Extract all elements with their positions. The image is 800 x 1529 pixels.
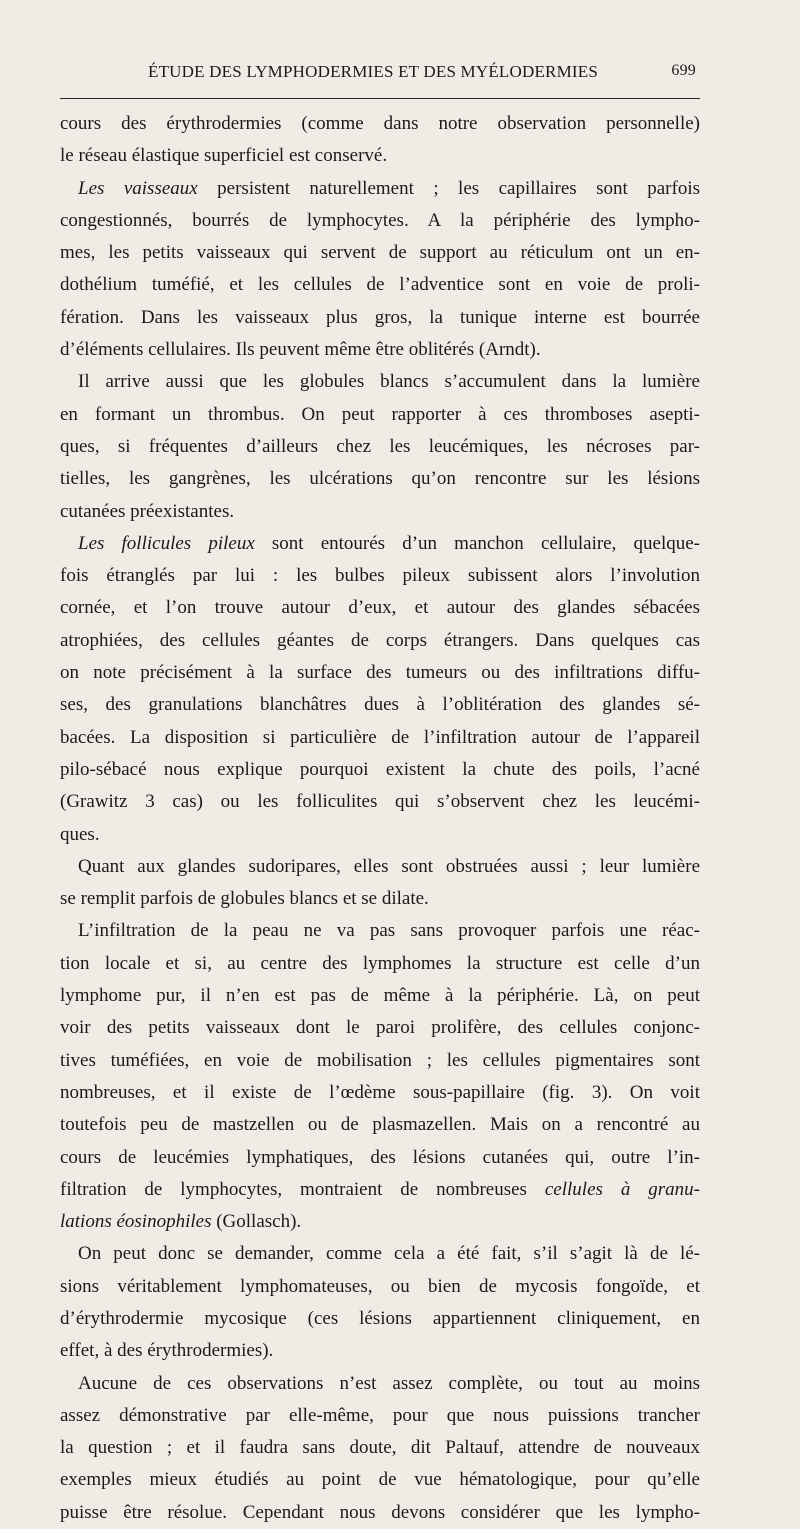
text-line <box>60 140 700 172</box>
page-number: 699 <box>671 62 696 79</box>
text-segment: on note précisément à la surface des tumeurs ou des infiltrations diffu- <box>60 662 700 684</box>
text-segment: Quant aux glandes sudoripares, elles sont obstruées aussi ; leur lumière <box>78 855 700 877</box>
text-segment: lymphome pur, il n’en est pas de même à la périphérie. Là, on peut <box>60 985 700 1007</box>
text-line <box>60 108 700 140</box>
text-line <box>60 463 700 495</box>
body-text <box>60 108 700 1529</box>
text-line <box>60 1045 700 1077</box>
text-segment: On peut donc se demander, comme cela a été fait, s’il s’agit là de lé- <box>78 1243 700 1265</box>
text-line <box>60 1335 700 1367</box>
text-segment: (Grawitz 3 cas) ou les folliculites qui s’observent chez les leucémi- <box>60 791 700 813</box>
text-line <box>60 722 700 754</box>
text-segment: d’érythrodermie mycosique (ces lésions appartiennent cliniquement, en <box>60 1307 700 1329</box>
text-segment: cours des érythrodermies (comme dans notre observation personnelle) <box>60 113 700 134</box>
text-line <box>60 1174 700 1206</box>
text-segment: fois étranglés par lui : les bulbes pileux subissent alors l’involution <box>60 565 700 587</box>
text-line <box>60 302 700 334</box>
text-segment: tielles, les gangrènes, les ulcérations qu’on rencontre sur les lésions <box>60 468 700 490</box>
text-line <box>60 496 700 528</box>
running-title: ÉTUDE DES LYMPHODERMIES ET DES MYÉLODERMIES <box>148 62 599 81</box>
text-line <box>60 851 700 883</box>
text-segment: le réseau élastique superficiel est conservé. <box>60 145 388 167</box>
text-line <box>60 431 700 463</box>
text-line <box>60 625 700 657</box>
text-line <box>60 205 700 237</box>
text-line <box>60 334 700 366</box>
text-line <box>60 560 700 592</box>
text-line <box>60 1432 700 1464</box>
text-line <box>60 173 700 205</box>
text-line <box>60 1303 700 1335</box>
text-line <box>60 689 700 721</box>
text-line <box>60 1464 700 1496</box>
text-line <box>60 1238 700 1270</box>
text-line <box>60 819 700 851</box>
text-line <box>60 1142 700 1174</box>
text-line <box>60 592 700 624</box>
text-segment: ques, si fréquentes d’ailleurs chez les leucémiques, les nécroses par- <box>60 435 700 457</box>
text-segment: fération. Dans les vaisseaux plus gros, la tunique interne est bourrée <box>60 306 700 328</box>
text-segment: se remplit parfois de globules blancs et se dilate. <box>60 888 429 910</box>
text-line <box>60 754 700 786</box>
text-segment: ques. <box>60 823 100 845</box>
text-line <box>60 1271 700 1303</box>
text-line <box>60 980 700 1012</box>
text-line <box>60 883 700 915</box>
text-line <box>60 366 700 398</box>
text-segment: pilo-sébacé nous explique pourquoi existent la chute des poils, l’acné <box>60 758 700 780</box>
text-segment: Aucune de ces observations n’est assez complète, ou tout au moins <box>78 1372 700 1394</box>
text-line <box>60 1077 700 1109</box>
text-segment: toutefois peu de mastzellen ou de plasmazellen. Mais on a rencontré au <box>60 1114 700 1136</box>
text-segment: atrophiées, des cellules géantes de corps étrangers. Dans quelques cas <box>60 629 700 651</box>
header-rule <box>60 98 700 99</box>
text-segment: L’infiltration de la peau ne va pas sans provoquer parfois une réac- <box>78 920 700 942</box>
text-segment: dothélium tuméfié, et les cellules de l’adventice sont en voie de proli- <box>60 274 700 296</box>
text-line <box>60 1497 700 1529</box>
text-line <box>60 1012 700 1044</box>
text-segment: ses, des granulations blanchâtres dues à l’oblitération des glandes sé- <box>60 694 700 716</box>
text-line <box>60 269 700 301</box>
text-line <box>60 1400 700 1432</box>
text-segment: cutanées préexistantes. <box>60 500 235 522</box>
italic-term: cellules à granu- <box>544 1178 700 1200</box>
text-line <box>60 657 700 689</box>
text-segment: persistent naturellement ; les capillaires sont parfois <box>197 177 700 199</box>
text-segment: tion locale et si, au centre des lymphomes la structure est celle d’un <box>60 952 700 974</box>
italic-term: Les follicules pileux <box>78 532 255 554</box>
text-segment: cours de leucémies lymphatiques, des lésions cutanées qui, outre l’in- <box>60 1146 700 1168</box>
text-segment: nombreuses, et il existe de l’œdème sous-papillaire (fig. 3). On voit <box>60 1081 700 1103</box>
running-head <box>60 58 702 88</box>
text-segment: sions véritablement lymphomateuses, ou bien de mycosis fongoïde, et <box>60 1275 700 1297</box>
text-line <box>60 786 700 818</box>
text-line <box>60 948 700 980</box>
text-segment: effet, à des érythrodermies). <box>60 1340 274 1362</box>
text-line <box>60 237 700 269</box>
text-segment: filtration de lymphocytes, montraient de nombreuses <box>60 1178 545 1200</box>
text-segment: bacées. La disposition si particulière de l’infiltration autour de l’appareil <box>60 726 700 748</box>
text-segment: tives tuméfiées, en voie de mobilisation ; les cellules pigmentaires sont <box>60 1049 700 1071</box>
text-segment: congestionnés, bourrés de lymphocytes. A la périphérie des lympho- <box>60 209 700 231</box>
text-segment: cornée, et l’on trouve autour d’eux, et autour des glandes sébacées <box>60 597 700 619</box>
italic-term: lations éosinophiles <box>60 1211 212 1233</box>
text-segment: sont entourés d’un manchon cellulaire, quelque- <box>254 532 700 554</box>
text-segment: la question ; et il faudra sans doute, dit Paltauf, attendre de nouveaux <box>60 1437 700 1459</box>
text-segment: (Gollasch). <box>211 1211 302 1233</box>
text-segment: mes, les petits vaisseaux qui servent de support au réticulum ont un en- <box>60 242 700 264</box>
text-line <box>60 915 700 947</box>
italic-term: Les vaisseaux <box>78 177 198 199</box>
text-line <box>60 1109 700 1141</box>
text-segment: assez démonstrative par elle-même, pour que nous puissions trancher <box>60 1404 700 1426</box>
text-segment: d’éléments cellulaires. Ils peuvent même être oblitérés (Arndt). <box>60 339 541 361</box>
text-line <box>60 1206 700 1238</box>
text-segment: en formant un thrombus. On peut rapporter à ces thromboses asepti- <box>60 403 700 425</box>
text-segment: exemples mieux étudiés au point de vue hématologique, pour qu’elle <box>60 1469 700 1491</box>
text-line <box>60 399 700 431</box>
text-line <box>60 1368 700 1400</box>
text-line <box>60 528 700 560</box>
text-segment: puisse être résolue. Cependant nous devons considérer que les lympho- <box>60 1501 700 1523</box>
text-segment: Il arrive aussi que les globules blancs s’accumulent dans la lumière <box>78 371 700 393</box>
text-segment: voir des petits vaisseaux dont le paroi prolifère, des cellules conjonc- <box>60 1017 700 1039</box>
